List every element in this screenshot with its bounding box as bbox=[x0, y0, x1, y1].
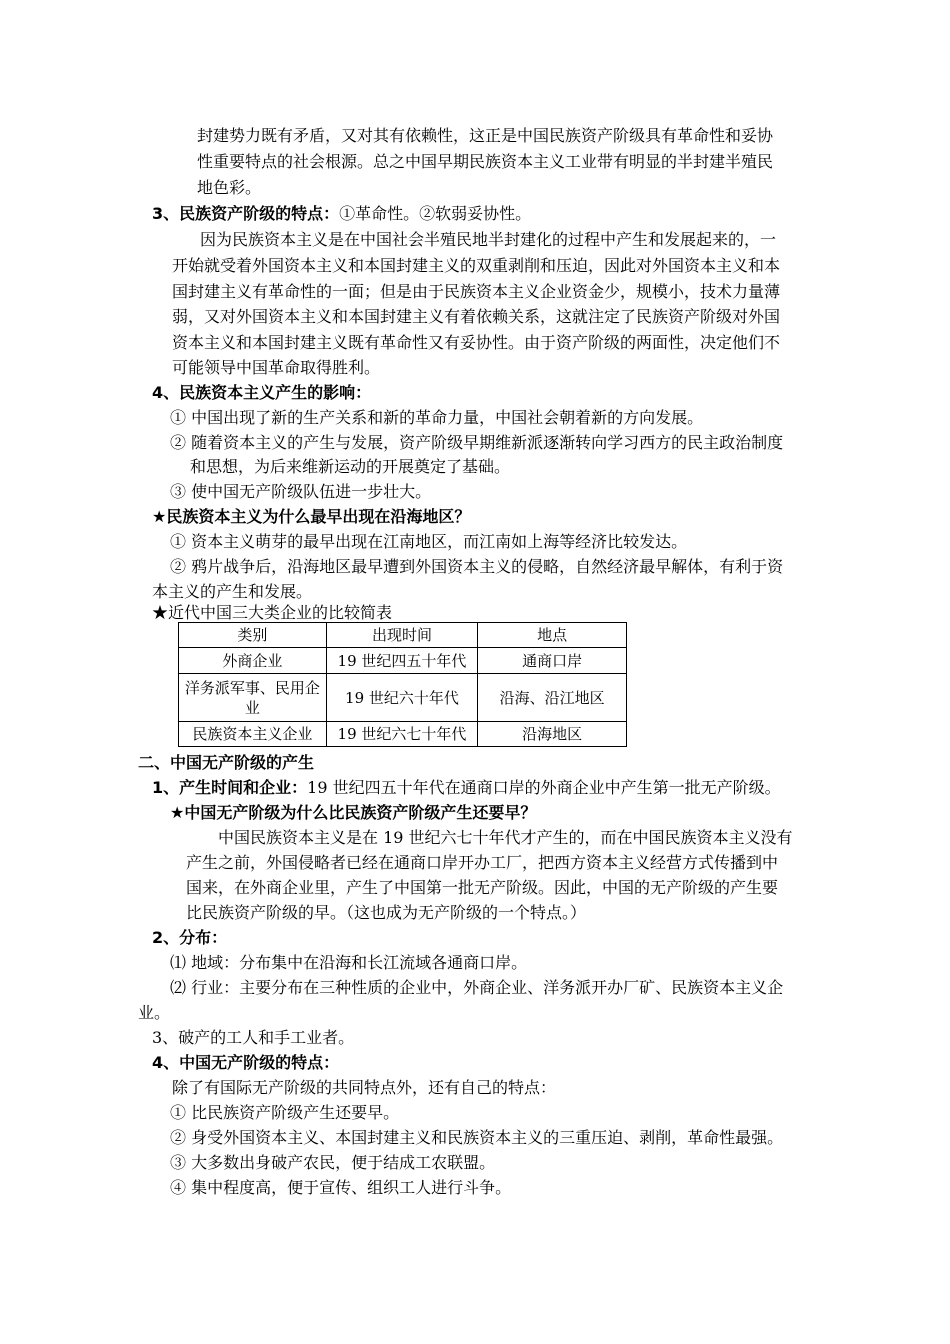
list-item: ② 随着资本主义的产生与发展，资产阶级早期维新派逐渐转向学习西方的民主政治制度 bbox=[170, 433, 784, 452]
part-2-section-3: 3、破产的工人和手工业者。 bbox=[152, 1028, 355, 1047]
list-item: ⑴ 地域：分布集中在沿海和长江流域各通商口岸。 bbox=[170, 953, 528, 972]
part-2-section-1-title: 1、产生时间和企业： bbox=[152, 778, 308, 797]
table-cell: 沿海地区 bbox=[478, 722, 627, 747]
part-2-section-1 bbox=[152, 778, 781, 798]
list-item: 和思想，为后来维新运动的开展奠定了基础。 bbox=[190, 457, 511, 476]
text-line: 国来，在外商企业里，产生了中国第一批无产阶级。因此，中国的无产阶级的产生要 bbox=[186, 878, 779, 897]
section-3-title: 3、民族资产阶级的特点： bbox=[152, 204, 340, 223]
table-cell: 沿海、沿江地区 bbox=[478, 674, 627, 722]
table-header-cell: 出现时间 bbox=[326, 623, 478, 648]
text-line: 产生之前，外国侵略者已经在通商口岸开办工厂，把西方资本主义经营方式传播到中 bbox=[186, 853, 779, 872]
table-header-row bbox=[179, 623, 627, 648]
list-item: ② 身受外国资本主义、本国封建主义和民族资本主义的三重压迫、剥削，革命性最强。 bbox=[170, 1128, 784, 1147]
question-1-title: ★民族资本主义为什么最早出现在沿海地区？ bbox=[152, 507, 471, 526]
text-line: 比民族资产阶级的早。（这也成为无产阶级的一个特点。） bbox=[186, 903, 587, 922]
part-2-section-4-title: 4、中国无产阶级的特点： bbox=[152, 1053, 340, 1072]
text-line: 除了有国际无产阶级的共同特点外，还有自己的特点： bbox=[172, 1078, 557, 1097]
table-row bbox=[179, 648, 627, 674]
table-cell: 民族资本主义企业 bbox=[179, 722, 327, 747]
text-line: 资本主义和本国封建主义既有革命性又有妥协性。由于资产阶级的两面性，决定他们不 bbox=[172, 333, 781, 352]
section-3-content: ①革命性。②软弱妥协性。 bbox=[339, 204, 532, 223]
list-item: ① 比民族资产阶级产生还要早。 bbox=[170, 1103, 400, 1122]
list-item: ② 鸦片战争后，沿海地区最早遭到外国资本主义的侵略，自然经济最早解体，有利于资 bbox=[170, 557, 784, 576]
table-header-cell: 类别 bbox=[179, 623, 327, 648]
table-cell: 19 世纪四五十年代 bbox=[326, 648, 478, 674]
list-item: ③ 使中国无产阶级队伍进一步壮大。 bbox=[170, 482, 432, 501]
section-3-heading bbox=[152, 204, 531, 224]
list-item: ③ 大多数出身破产农民，便于结成工农联盟。 bbox=[170, 1153, 496, 1172]
list-item: ④ 集中程度高，便于宣传、组织工人进行斗争。 bbox=[170, 1178, 512, 1197]
table-row bbox=[179, 674, 627, 722]
part-2-section-1-content: 19 世纪四五十年代在通商口岸的外商企业中产生第一批无产阶级。 bbox=[307, 778, 781, 797]
table-cell: 19 世纪六十年代 bbox=[326, 674, 478, 722]
part-2-title: 二、中国无产阶级的产生 bbox=[138, 753, 315, 772]
list-item: 业。 bbox=[138, 1003, 171, 1022]
text-line: 地色彩。 bbox=[197, 178, 262, 197]
list-item: ① 资本主义萌芽的最早出现在江南地区，而江南如上海等经济比较发达。 bbox=[170, 532, 688, 551]
comparison-table bbox=[178, 622, 627, 747]
text-line: 封建势力既有矛盾，又对其有依赖性，这正是中国民族资产阶级具有革命性和妥协 bbox=[197, 126, 774, 145]
text-line: 弱，又对外国资本主义和本国封建主义有着依赖关系，这就注定了民族资产阶级对外国 bbox=[172, 307, 781, 326]
text-line: 开始就受着外国资本主义和本国封建主义的双重剥削和压迫，因此对外国资本主义和本 bbox=[172, 256, 781, 275]
text-line: 因为民族资本主义是在中国社会半殖民地半封建化的过程中产生和发展起来的，一 bbox=[200, 230, 777, 249]
question-2-title: ★中国无产阶级为什么比民族资产阶级产生还要早？ bbox=[170, 803, 537, 822]
list-item: ① 中国出现了新的生产关系和新的革命力量，中国社会朝着新的方向发展。 bbox=[170, 408, 704, 427]
table-cell: 洋务派军事、民用企业 bbox=[179, 674, 327, 722]
text-line: 中国民族资本主义是在 19 世纪六七十年代才产生的，而在中国民族资本主义没有 bbox=[218, 828, 793, 847]
table-row bbox=[179, 722, 627, 747]
table-title: ★近代中国三大类企业的比较简表 bbox=[152, 603, 393, 622]
part-2-section-2-title: 2、分布： bbox=[152, 928, 228, 947]
text-line: 性重要特点的社会根源。总之中国早期民族资本主义工业带有明显的半封建半殖民 bbox=[197, 152, 774, 171]
table-cell: 外商企业 bbox=[179, 648, 327, 674]
text-line: 可能领导中国革命取得胜利。 bbox=[172, 358, 381, 377]
table-header-cell: 地点 bbox=[478, 623, 627, 648]
table-cell: 19 世纪六七十年代 bbox=[326, 722, 478, 747]
table-cell: 通商口岸 bbox=[478, 648, 627, 674]
section-4-title: 4、民族资本主义产生的影响： bbox=[152, 383, 372, 402]
list-item: 本主义的产生和发展。 bbox=[152, 582, 313, 601]
text-line: 国封建主义有革命性的一面；但是由于民族资本主义企业资金少，规模小，技术力量薄 bbox=[172, 282, 781, 301]
list-item: ⑵ 行业：主要分布在三种性质的企业中，外商企业、洋务派开办厂矿、民族资本主义企 bbox=[170, 978, 784, 997]
